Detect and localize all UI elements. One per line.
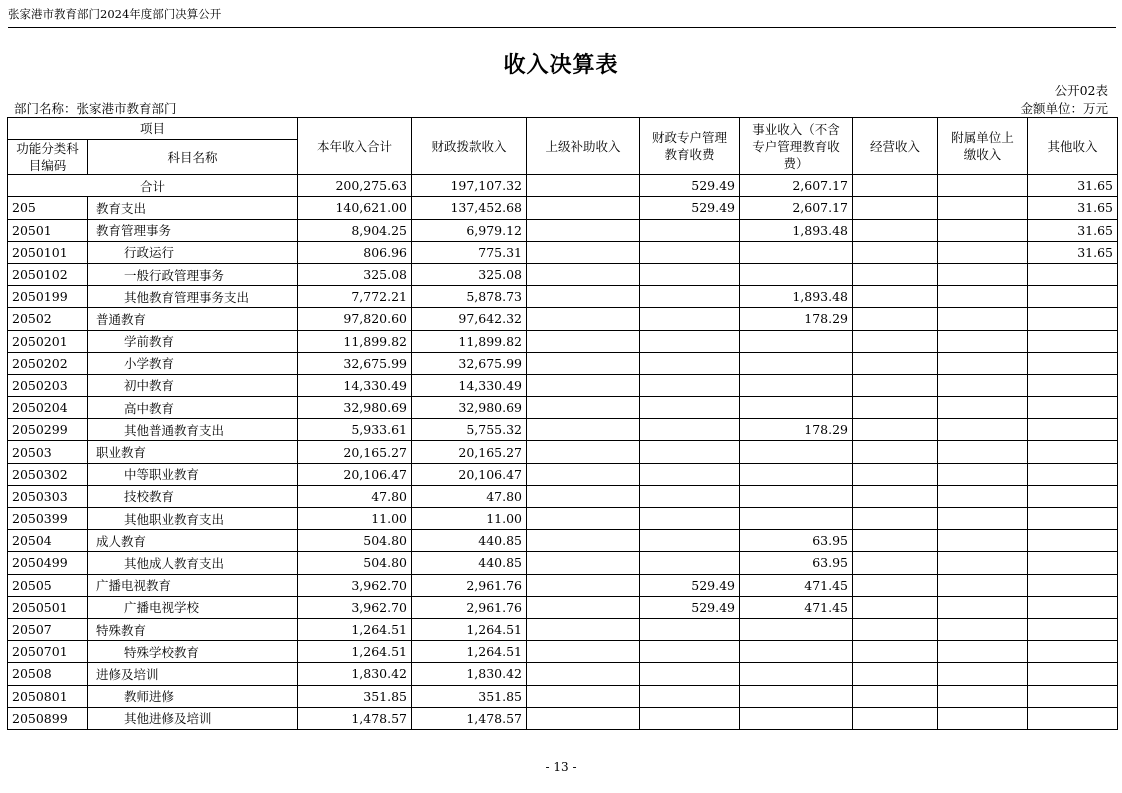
row-cell-fiscal: 440.85 [412, 552, 527, 574]
total-label: 合计 [8, 175, 298, 197]
row-cell-total: 32,675.99 [298, 352, 412, 374]
header-total: 本年收入合计 [298, 118, 412, 175]
header-code: 功能分类科目编码 [8, 140, 88, 175]
row-cell-affiliated [938, 618, 1028, 640]
row-code: 205 [8, 197, 88, 219]
table-row [8, 641, 1118, 663]
row-cell-operation [853, 463, 938, 485]
row-cell-fiscal: 1,830.42 [412, 663, 527, 685]
row-name: 特殊教育 [88, 618, 298, 640]
row-cell-business: 471.45 [740, 574, 853, 596]
row-cell-superior [527, 618, 640, 640]
row-cell-superior [527, 352, 640, 374]
row-cell-business: 1,893.48 [740, 286, 853, 308]
row-cell-operation [853, 508, 938, 530]
row-cell-other [1028, 663, 1118, 685]
row-cell-affiliated [938, 441, 1028, 463]
row-name: 成人教育 [88, 530, 298, 552]
row-cell-other: 31.65 [1028, 219, 1118, 241]
row-cell-affiliated [938, 485, 1028, 507]
row-cell-special-fee: 529.49 [640, 197, 740, 219]
row-cell-total: 325.08 [298, 263, 412, 285]
row-cell-affiliated [938, 508, 1028, 530]
row-cell-operation [853, 397, 938, 419]
row-cell-total: 20,165.27 [298, 441, 412, 463]
total-cell-special-fee: 529.49 [640, 175, 740, 197]
row-cell-special-fee [640, 419, 740, 441]
row-name: 广播电视教育 [88, 574, 298, 596]
row-cell-fiscal: 1,264.51 [412, 618, 527, 640]
row-code: 20508 [8, 663, 88, 685]
row-cell-operation [853, 197, 938, 219]
row-cell-special-fee [640, 397, 740, 419]
table-row [8, 530, 1118, 552]
table-row [8, 685, 1118, 707]
header-other: 其他收入 [1028, 118, 1118, 175]
table-row [8, 552, 1118, 574]
row-cell-operation [853, 707, 938, 729]
row-cell-fiscal: 351.85 [412, 685, 527, 707]
row-code: 2050202 [8, 352, 88, 374]
row-cell-business: 63.95 [740, 530, 853, 552]
row-cell-fiscal: 32,675.99 [412, 352, 527, 374]
row-code: 2050701 [8, 641, 88, 663]
row-cell-affiliated [938, 286, 1028, 308]
row-cell-total: 806.96 [298, 241, 412, 263]
row-name: 行政运行 [88, 241, 298, 263]
row-cell-other [1028, 397, 1118, 419]
row-cell-other [1028, 508, 1118, 530]
row-cell-business [740, 485, 853, 507]
row-name: 特殊学校教育 [88, 641, 298, 663]
row-cell-business [740, 352, 853, 374]
row-cell-operation [853, 374, 938, 396]
row-cell-operation [853, 441, 938, 463]
row-cell-total: 1,264.51 [298, 641, 412, 663]
row-cell-fiscal: 1,478.57 [412, 707, 527, 729]
row-name: 广播电视学校 [88, 596, 298, 618]
header-project: 项目 [8, 118, 298, 140]
row-cell-total: 3,962.70 [298, 596, 412, 618]
table-row [8, 596, 1118, 618]
row-code: 20502 [8, 308, 88, 330]
table-row [8, 374, 1118, 396]
row-cell-affiliated [938, 197, 1028, 219]
row-cell-superior [527, 330, 640, 352]
row-cell-total: 7,772.21 [298, 286, 412, 308]
row-cell-superior [527, 508, 640, 530]
row-cell-total: 14,330.49 [298, 374, 412, 396]
row-cell-special-fee [640, 374, 740, 396]
row-cell-other [1028, 308, 1118, 330]
row-cell-fiscal: 325.08 [412, 263, 527, 285]
row-cell-fiscal: 5,878.73 [412, 286, 527, 308]
row-cell-total: 32,980.69 [298, 397, 412, 419]
amount-unit: 金额单位：万元 [1020, 101, 1108, 116]
row-code: 20501 [8, 219, 88, 241]
row-cell-other: 31.65 [1028, 241, 1118, 263]
row-cell-special-fee [640, 685, 740, 707]
row-name: 高中教育 [88, 397, 298, 419]
row-name: 教育管理事务 [88, 219, 298, 241]
row-cell-business: 1,893.48 [740, 219, 853, 241]
table-row [8, 463, 1118, 485]
row-cell-fiscal: 20,165.27 [412, 441, 527, 463]
row-cell-total: 5,933.61 [298, 419, 412, 441]
table-row [8, 419, 1118, 441]
table-row [8, 241, 1118, 263]
table-row [8, 441, 1118, 463]
row-cell-other [1028, 530, 1118, 552]
row-name: 初中教育 [88, 374, 298, 396]
row-cell-business: 178.29 [740, 419, 853, 441]
row-cell-superior [527, 419, 640, 441]
row-cell-superior [527, 596, 640, 618]
row-code: 2050199 [8, 286, 88, 308]
row-cell-operation [853, 641, 938, 663]
row-cell-superior [527, 397, 640, 419]
table-row [8, 263, 1118, 285]
row-cell-total: 504.80 [298, 552, 412, 574]
row-name: 技校教育 [88, 485, 298, 507]
header-rule [8, 27, 1116, 28]
row-cell-fiscal: 14,330.49 [412, 374, 527, 396]
row-code: 2050302 [8, 463, 88, 485]
row-cell-superior [527, 263, 640, 285]
row-cell-operation [853, 308, 938, 330]
row-cell-superior [527, 574, 640, 596]
row-cell-superior [527, 552, 640, 574]
row-name: 中等职业教育 [88, 463, 298, 485]
row-code: 2050203 [8, 374, 88, 396]
row-cell-fiscal: 2,961.76 [412, 596, 527, 618]
row-cell-superior [527, 485, 640, 507]
row-cell-business [740, 707, 853, 729]
row-code: 2050101 [8, 241, 88, 263]
row-code: 20507 [8, 618, 88, 640]
row-cell-special-fee [640, 618, 740, 640]
row-code: 2050204 [8, 397, 88, 419]
row-name: 其他成人教育支出 [88, 552, 298, 574]
row-cell-operation [853, 485, 938, 507]
row-cell-business [740, 463, 853, 485]
row-cell-business: 63.95 [740, 552, 853, 574]
row-cell-other [1028, 419, 1118, 441]
row-cell-other [1028, 286, 1118, 308]
page-number: - 13 - [545, 760, 577, 774]
row-cell-fiscal: 6,979.12 [412, 219, 527, 241]
row-cell-superior [527, 286, 640, 308]
row-cell-fiscal: 137,452.68 [412, 197, 527, 219]
row-cell-business [740, 508, 853, 530]
row-cell-affiliated [938, 352, 1028, 374]
row-cell-fiscal: 440.85 [412, 530, 527, 552]
row-cell-affiliated [938, 663, 1028, 685]
row-cell-special-fee [640, 485, 740, 507]
row-name: 一般行政管理事务 [88, 263, 298, 285]
row-cell-total: 1,478.57 [298, 707, 412, 729]
row-cell-special-fee [640, 530, 740, 552]
row-cell-superior [527, 441, 640, 463]
row-cell-special-fee [640, 352, 740, 374]
row-cell-special-fee [640, 707, 740, 729]
total-cell-superior [527, 175, 640, 197]
row-cell-fiscal: 11,899.82 [412, 330, 527, 352]
row-cell-total: 140,621.00 [298, 197, 412, 219]
row-cell-total: 351.85 [298, 685, 412, 707]
row-cell-total: 11,899.82 [298, 330, 412, 352]
table-row [8, 308, 1118, 330]
row-cell-business: 471.45 [740, 596, 853, 618]
form-code: 公开02表 [1054, 83, 1108, 98]
row-cell-superior [527, 663, 640, 685]
row-cell-special-fee [640, 308, 740, 330]
row-code: 20504 [8, 530, 88, 552]
row-cell-special-fee [640, 330, 740, 352]
row-cell-affiliated [938, 685, 1028, 707]
page-title: 收入决算表 [503, 53, 619, 78]
row-cell-operation [853, 530, 938, 552]
table-row [8, 618, 1118, 640]
table-row [8, 286, 1118, 308]
row-cell-affiliated [938, 374, 1028, 396]
row-cell-superior [527, 219, 640, 241]
row-cell-affiliated [938, 552, 1028, 574]
row-cell-other [1028, 618, 1118, 640]
row-cell-business: 2,607.17 [740, 197, 853, 219]
row-name: 学前教育 [88, 330, 298, 352]
row-cell-affiliated [938, 596, 1028, 618]
row-code: 2050899 [8, 707, 88, 729]
row-cell-superior [527, 197, 640, 219]
row-cell-fiscal: 5,755.32 [412, 419, 527, 441]
row-cell-other [1028, 596, 1118, 618]
row-cell-superior [527, 530, 640, 552]
row-cell-business [740, 241, 853, 263]
row-cell-fiscal: 2,961.76 [412, 574, 527, 596]
row-cell-affiliated [938, 241, 1028, 263]
row-cell-affiliated [938, 641, 1028, 663]
row-cell-superior [527, 641, 640, 663]
row-name: 其他职业教育支出 [88, 508, 298, 530]
row-cell-fiscal: 775.31 [412, 241, 527, 263]
row-cell-special-fee [640, 219, 740, 241]
row-cell-operation [853, 241, 938, 263]
row-cell-affiliated [938, 308, 1028, 330]
row-code: 2050201 [8, 330, 88, 352]
row-cell-fiscal: 97,642.32 [412, 308, 527, 330]
row-cell-special-fee [640, 552, 740, 574]
income-table [7, 117, 1118, 730]
row-cell-business [740, 441, 853, 463]
row-cell-affiliated [938, 219, 1028, 241]
row-cell-business [740, 641, 853, 663]
row-cell-operation [853, 330, 938, 352]
row-cell-fiscal: 20,106.47 [412, 463, 527, 485]
row-code: 2050499 [8, 552, 88, 574]
total-row [8, 175, 1118, 197]
row-cell-fiscal: 1,264.51 [412, 641, 527, 663]
row-cell-total: 97,820.60 [298, 308, 412, 330]
row-cell-special-fee: 529.49 [640, 574, 740, 596]
row-cell-superior [527, 685, 640, 707]
row-cell-other [1028, 330, 1118, 352]
row-name: 教育支出 [88, 197, 298, 219]
row-cell-special-fee [640, 508, 740, 530]
row-code: 2050399 [8, 508, 88, 530]
row-cell-total: 47.80 [298, 485, 412, 507]
row-cell-affiliated [938, 397, 1028, 419]
table-row [8, 219, 1118, 241]
row-cell-fiscal: 32,980.69 [412, 397, 527, 419]
table-row [8, 397, 1118, 419]
total-cell-business: 2,607.17 [740, 175, 853, 197]
header-superior: 上级补助收入 [527, 118, 640, 175]
row-name: 其他教育管理事务支出 [88, 286, 298, 308]
row-cell-affiliated [938, 330, 1028, 352]
row-cell-business [740, 397, 853, 419]
row-name: 进修及培训 [88, 663, 298, 685]
row-cell-affiliated [938, 574, 1028, 596]
row-cell-other [1028, 552, 1118, 574]
row-cell-other [1028, 441, 1118, 463]
row-code: 20503 [8, 441, 88, 463]
row-cell-other: 31.65 [1028, 197, 1118, 219]
row-cell-business [740, 263, 853, 285]
table-row [8, 330, 1118, 352]
row-cell-special-fee [640, 241, 740, 263]
row-cell-operation [853, 263, 938, 285]
row-cell-other [1028, 574, 1118, 596]
total-cell-affiliated [938, 175, 1028, 197]
row-cell-other [1028, 463, 1118, 485]
row-cell-operation [853, 596, 938, 618]
row-cell-total: 1,264.51 [298, 618, 412, 640]
total-cell-total: 200,275.63 [298, 175, 412, 197]
row-cell-affiliated [938, 463, 1028, 485]
header-affiliated: 附属单位上缴收入 [938, 118, 1028, 175]
row-cell-total: 11.00 [298, 508, 412, 530]
row-cell-special-fee [640, 641, 740, 663]
row-cell-business [740, 685, 853, 707]
row-name: 小学教育 [88, 352, 298, 374]
row-cell-operation [853, 219, 938, 241]
row-cell-operation [853, 574, 938, 596]
row-name: 职业教育 [88, 441, 298, 463]
total-cell-operation [853, 175, 938, 197]
row-cell-special-fee [640, 286, 740, 308]
header-special-fee: 财政专户管理教育收费 [640, 118, 740, 175]
row-cell-operation [853, 618, 938, 640]
row-cell-business [740, 618, 853, 640]
row-code: 2050299 [8, 419, 88, 441]
header-operation: 经营收入 [853, 118, 938, 175]
row-name: 教师进修 [88, 685, 298, 707]
row-code: 2050102 [8, 263, 88, 285]
row-cell-other [1028, 352, 1118, 374]
header-name: 科目名称 [88, 140, 298, 175]
row-cell-superior [527, 463, 640, 485]
row-cell-affiliated [938, 419, 1028, 441]
row-cell-special-fee [640, 441, 740, 463]
row-cell-operation [853, 419, 938, 441]
table-row [8, 574, 1118, 596]
row-name: 其他进修及培训 [88, 707, 298, 729]
header-fiscal: 财政拨款收入 [412, 118, 527, 175]
row-cell-affiliated [938, 263, 1028, 285]
row-cell-total: 8,904.25 [298, 219, 412, 241]
row-cell-other [1028, 485, 1118, 507]
table-row [8, 508, 1118, 530]
header-business: 事业收入（不含专户管理教育收费） [740, 118, 853, 175]
row-cell-other [1028, 707, 1118, 729]
row-cell-operation [853, 286, 938, 308]
row-cell-special-fee [640, 263, 740, 285]
table-row [8, 707, 1118, 729]
row-cell-total: 504.80 [298, 530, 412, 552]
row-code: 2050303 [8, 485, 88, 507]
row-cell-affiliated [938, 707, 1028, 729]
total-cell-fiscal: 197,107.32 [412, 175, 527, 197]
table-row [8, 485, 1118, 507]
department-name: 部门名称：张家港市教育部门 [14, 101, 177, 116]
row-cell-superior [527, 707, 640, 729]
row-name: 其他普通教育支出 [88, 419, 298, 441]
row-cell-other [1028, 263, 1118, 285]
row-cell-operation [853, 352, 938, 374]
row-name: 普通教育 [88, 308, 298, 330]
row-code: 2050501 [8, 596, 88, 618]
row-cell-total: 3,962.70 [298, 574, 412, 596]
row-cell-other [1028, 641, 1118, 663]
row-cell-total: 1,830.42 [298, 663, 412, 685]
row-cell-superior [527, 241, 640, 263]
row-cell-fiscal: 11.00 [412, 508, 527, 530]
row-cell-operation [853, 552, 938, 574]
row-cell-superior [527, 374, 640, 396]
table-row [8, 352, 1118, 374]
row-cell-special-fee [640, 663, 740, 685]
row-code: 2050801 [8, 685, 88, 707]
table-row [8, 197, 1118, 219]
row-cell-other [1028, 374, 1118, 396]
row-cell-other [1028, 685, 1118, 707]
row-cell-business [740, 374, 853, 396]
row-code: 20505 [8, 574, 88, 596]
row-cell-special-fee [640, 463, 740, 485]
row-cell-special-fee: 529.49 [640, 596, 740, 618]
row-cell-operation [853, 685, 938, 707]
row-cell-business: 178.29 [740, 308, 853, 330]
row-cell-superior [527, 308, 640, 330]
row-cell-operation [853, 663, 938, 685]
row-cell-business [740, 663, 853, 685]
total-cell-other: 31.65 [1028, 175, 1118, 197]
table-row [8, 663, 1118, 685]
row-cell-total: 20,106.47 [298, 463, 412, 485]
row-cell-business [740, 330, 853, 352]
running-header: 张家港市教育部门2024年度部门决算公开 [8, 7, 222, 21]
row-cell-fiscal: 47.80 [412, 485, 527, 507]
row-cell-affiliated [938, 530, 1028, 552]
